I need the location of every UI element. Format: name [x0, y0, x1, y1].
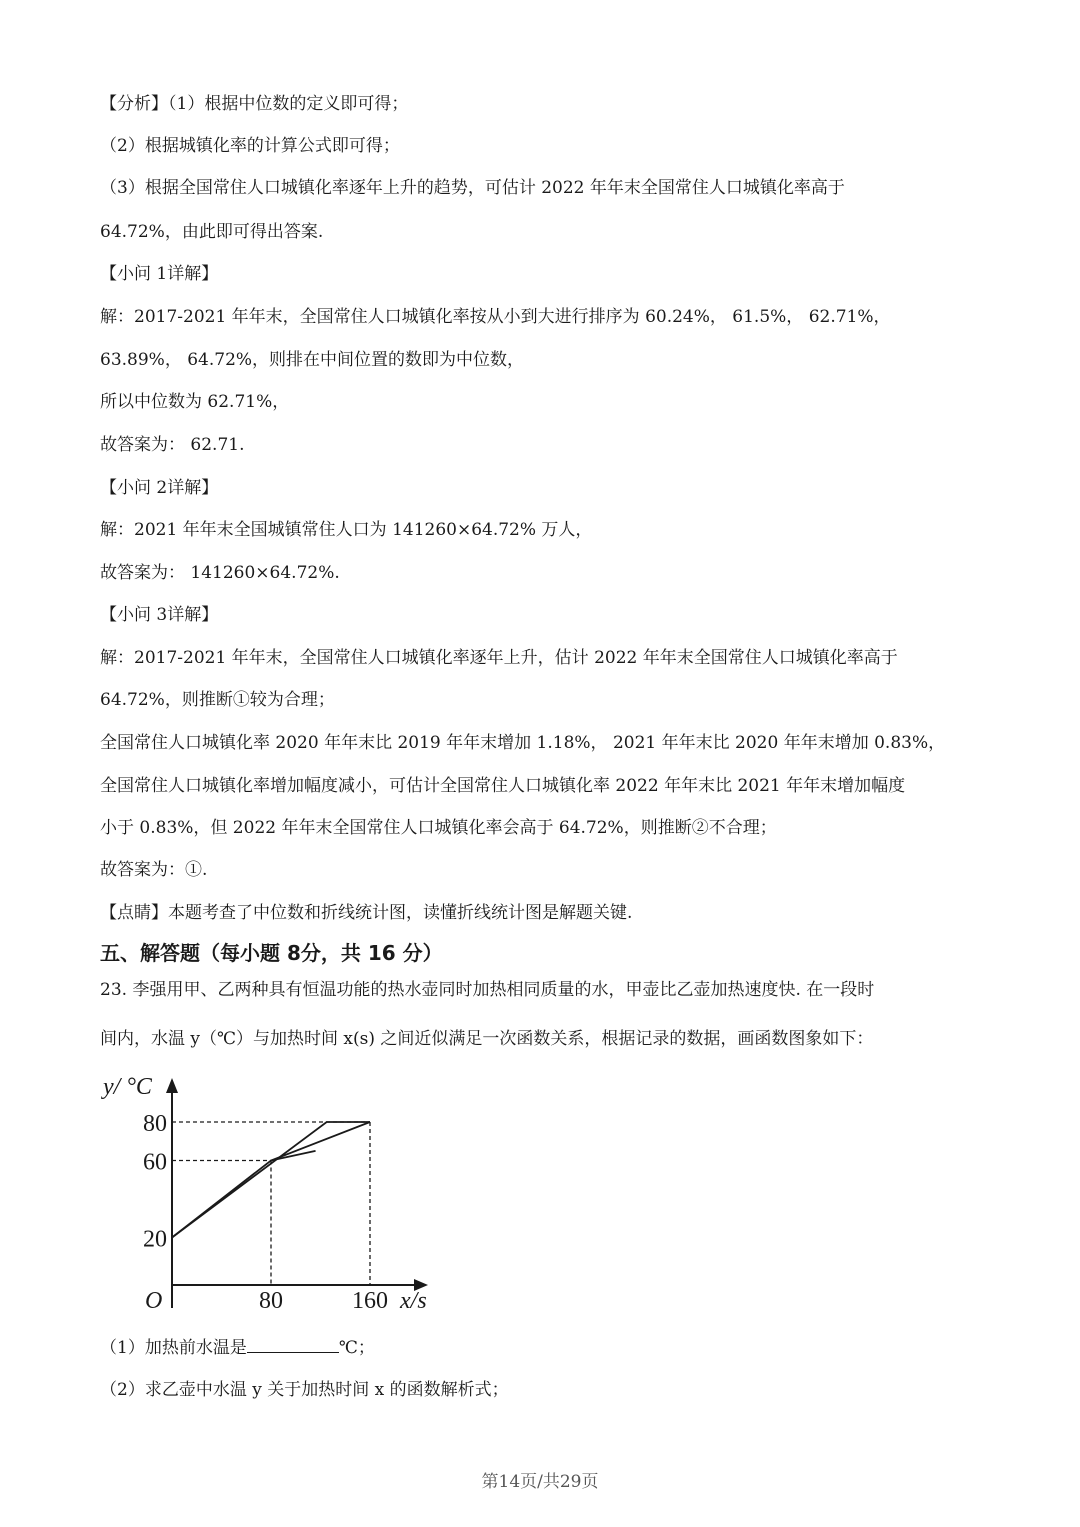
x-tick-label: 80: [259, 1288, 283, 1314]
comment-line: 【点睛】本题考查了中位数和折线统计图，读懂折线统计图是解题关键.: [100, 903, 633, 923]
analysis-line-1: 【分析】（1）根据中位数的定义即可得；: [100, 94, 409, 114]
q3-line-4: 全国常住人口城镇化率增加幅度减小，可估计全国常住人口城镇化率 2022 年年末比 2021 年年末增加幅度: [100, 776, 906, 796]
section-heading: 五、解答题（每小题 8分，共 16 分）: [100, 941, 443, 965]
problem23-line-2: 间内，水温 y（℃）与加热时间 x(s) 之间近似满足一次函数关系，根据记录的数据，画函数图象如下：: [100, 1029, 874, 1049]
q2-line-1: 解：2021 年年末全国城镇常住人口为 141260×64.72% 万人，: [100, 520, 593, 540]
analysis-line-2: （2）根据城镇化率的计算公式即可得；: [100, 136, 400, 156]
q1-line-4: 故答案为： 62.71.: [100, 435, 245, 455]
answer-blank[interactable]: [247, 1334, 339, 1353]
sub1-text: （1）加热前水温是: [100, 1338, 247, 1358]
q3-line-6: 故答案为：①.: [100, 860, 208, 880]
q1-line-3: 所以中位数为 62.71%，: [100, 392, 290, 412]
y-tick-label: 80: [143, 1111, 167, 1137]
sub1-unit: ℃；: [338, 1338, 375, 1358]
problem23-sub-1: [100, 1334, 375, 1360]
q1-line-2: 63.89%， 64.72%，则排在中间位置的数即为中位数，: [100, 350, 525, 370]
origin-label: O: [145, 1288, 163, 1314]
y-axis-arrow: [166, 1078, 178, 1093]
q2-title: 【小问 2详解】: [100, 478, 219, 498]
analysis-line-4: 64.72%，由此即可得出答案.: [100, 222, 324, 242]
problem23-line-1: 23. 李强用甲、乙两种具有恒温功能的热水壶同时加热相同质量的水，甲壶比乙壶加热速度快. 在一段时: [100, 980, 875, 1000]
y-axis-label: y/ °C: [103, 1074, 152, 1100]
q1-title: 【小问 1详解】: [100, 264, 219, 284]
analysis-line-3: （3）根据全国常住人口城镇化率逐年上升的趋势，可估计 2022 年年末全国常住人口城镇化率高于: [100, 178, 845, 198]
problem23-sub-2: （2）求乙壶中水温 y 关于加热时间 x 的函数解析式；: [100, 1380, 509, 1400]
x-axis-label: x/s: [400, 1288, 427, 1314]
y-tick-label: 20: [143, 1226, 167, 1253]
q3-line-5: 小于 0.83%，但 2022 年年末全国常住人口城镇化率会高于 64.72%，则推断②不合理；: [100, 818, 777, 838]
x-tick-label: 160: [352, 1288, 388, 1314]
q3-line-3: 全国常住人口城镇化率 2020 年年末比 2019 年年末增加 1.18%， 2021 年年末比 2020 年年末增加 0.83%，: [100, 733, 946, 753]
q2-line-2: 故答案为： 141260×64.72%.: [100, 563, 340, 583]
y-tick-label: 60: [143, 1149, 167, 1176]
q3-line-1: 解：2017-2021 年年末，全国常住人口城镇化率逐年上升，估计 2022 年年末全国常住人口城镇化率高于: [100, 648, 898, 668]
q1-line-1: 解：2017-2021 年年末，全国常住人口城镇化率按从小到大进行排序为 60.24%， 61.5%， 62.71%，: [100, 307, 891, 327]
water-temperature-chart: [95, 1070, 445, 1320]
q3-line-2: 64.72%，则推断①较为合理；: [100, 690, 335, 710]
q3-title: 【小问 3详解】: [100, 605, 219, 625]
page-footer: 第14页/共29页: [481, 1472, 599, 1492]
